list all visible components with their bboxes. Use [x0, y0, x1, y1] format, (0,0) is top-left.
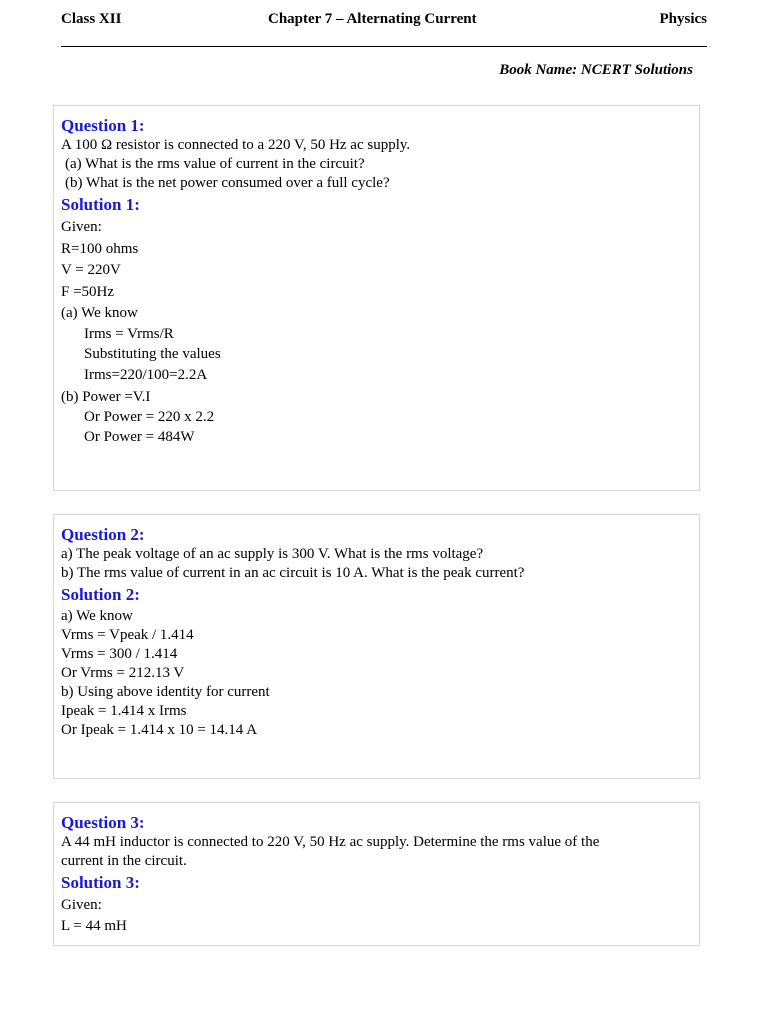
question-1-line: A 100 Ω resistor is connected to a 220 V, 50 Hz ac supply.	[61, 137, 411, 153]
question-1-line: (a) What is the rms value of current in the circuit?	[65, 156, 365, 172]
solution-2-line: Ipeak = 1.414 x Irms	[61, 703, 187, 719]
solution-2-line: Or Vrms = 212.13 V	[61, 665, 185, 681]
question-2-line: b) The rms value of current in an ac circuit is 10 A. What is the peak current?	[61, 565, 525, 581]
solution-2-line: Vrms = 300 / 1.414	[61, 646, 178, 662]
solution-2-line: Or Ipeak = 1.414 x 10 = 14.14 A	[61, 722, 258, 738]
solution-2-line: Vrms = Vpeak / 1.414	[61, 627, 194, 643]
solution-1-line: Irms=220/100=2.2A	[84, 367, 208, 383]
question-1-line: (b) What is the net power consumed over a full cycle?	[65, 175, 390, 191]
solution-1-line: Irms = Vrms/R	[84, 325, 174, 342]
question-1-title: Question 1:	[61, 116, 145, 135]
solution-3-line: L = 44 mH	[61, 917, 127, 934]
chapter-title: Chapter 7 – Alternating Current	[268, 11, 477, 27]
solution-1-line: (a) We know	[61, 305, 138, 321]
solution-1-line: Or Power = 220 x 2.2	[84, 409, 215, 425]
solution-2-line: b) Using above identity for current	[61, 684, 270, 700]
solution-1-title: Solution 1:	[61, 195, 140, 214]
solution-1-line: (b) Power =V.I	[61, 388, 151, 405]
question-2-box	[53, 514, 700, 779]
solution-1-line: Or Power = 484W	[84, 429, 195, 445]
solution-3-line: Given:	[61, 897, 102, 913]
class-label: Class XII	[61, 11, 122, 27]
header-divider	[61, 46, 707, 47]
subject-label: Physics	[659, 11, 707, 27]
solution-1-line: F =50Hz	[61, 283, 115, 300]
solution-1-line: Substituting the values	[84, 345, 221, 362]
question-3-line: A 44 mH inductor is connected to 220 V, 50 Hz ac supply. Determine the rms value of the	[61, 834, 600, 850]
question-3-box	[53, 802, 700, 946]
solution-2-line: a) We know	[61, 608, 133, 624]
solution-1-line: V = 220V	[61, 262, 121, 278]
book-name: Book Name: NCERT Solutions	[499, 62, 693, 78]
question-3-title: Question 3:	[61, 813, 145, 832]
solution-1-line: R=100 ohms	[61, 240, 139, 257]
solution-1-line: Given:	[61, 219, 102, 235]
question-2-line: a) The peak voltage of an ac supply is 300 V. What is the rms voltage?	[61, 546, 484, 562]
solution-2-title: Solution 2:	[61, 585, 140, 604]
question-3-line: current in the circuit.	[61, 853, 187, 869]
solution-3-title: Solution 3:	[61, 873, 140, 892]
question-1-box	[53, 105, 700, 491]
question-2-title: Question 2:	[61, 525, 145, 544]
